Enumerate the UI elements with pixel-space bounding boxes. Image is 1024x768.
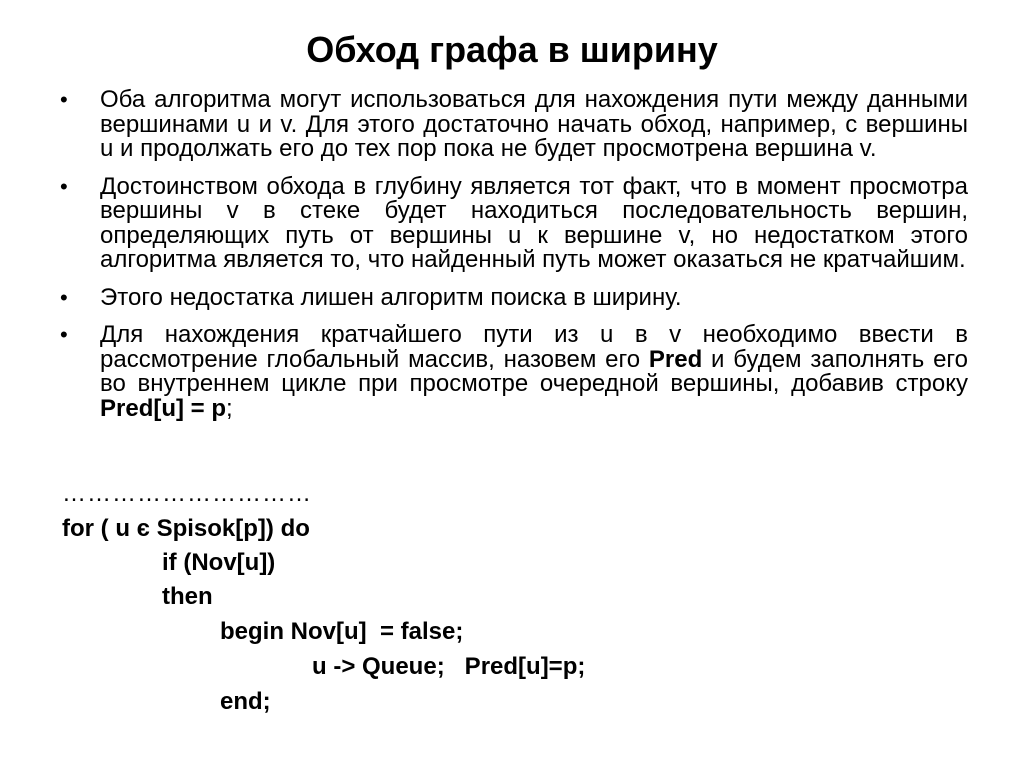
code-line-for: for ( u є Spisok[p]) do — [62, 515, 310, 542]
bullet-text-segment: ; — [226, 394, 233, 422]
bullet-item — [58, 172, 968, 273]
bullet-list — [58, 88, 968, 434]
bullet-item — [58, 283, 968, 311]
ellipsis-separator: ………………………… — [62, 480, 312, 507]
bullet-text-segment: Оба алгоритма могут использоваться для нахождения пути между данными вершинами u и v. Для этого достаточно начать обход, например, с вершины u и продолжать его до тех пор пока не будет просмотрена вершина v. — [100, 86, 968, 162]
bullet-text-segment-bold: Pred[u] = p — [100, 394, 227, 422]
bullet-marker: • — [60, 87, 68, 112]
code-line-begin: begin Nov[u] = false; — [220, 618, 464, 645]
bullet-text-segment: Для нахождения кратчайшего пути из u в v необходимо ввести в рассмотрение глобальный массив, назовем его — [100, 321, 968, 373]
bullet-text-segment: Достоинством обхода в глубину является тот факт, что в момент просмотра вершины v в стеке будет находиться последовательность вершин, определяющих путь от вершины u к вершине v, но недостатком этого алгоритма является то, что найденный путь может оказаться не кратчайшим. — [100, 172, 968, 273]
code-line-queue: u -> Queue; Pred[u]=p; — [312, 653, 586, 680]
bullet-text — [100, 86, 968, 162]
bullet-item — [58, 88, 968, 162]
bullet-marker: • — [60, 284, 68, 310]
bullet-text — [100, 321, 968, 422]
code-line-then: then — [162, 583, 213, 610]
bullet-marker: • — [60, 173, 68, 199]
bullet-text — [100, 284, 681, 311]
code-line-if: if (Nov[u]) — [162, 549, 276, 576]
slide-title: Обход графа в ширину — [306, 29, 718, 70]
bullet-marker: • — [60, 322, 68, 347]
bullet-text — [100, 173, 968, 274]
code-line-end: end; — [220, 688, 271, 715]
bullet-item — [58, 323, 968, 421]
bullet-text-segment-bold: Pred — [648, 345, 703, 373]
bullet-text-segment: Этого недостатка лишен алгоритм поиска в ширину. — [100, 283, 682, 311]
bullet-text-segment: и будем заполнять его во внутреннем цикле при просмотре очередной вершины, добавив строку — [100, 345, 968, 397]
